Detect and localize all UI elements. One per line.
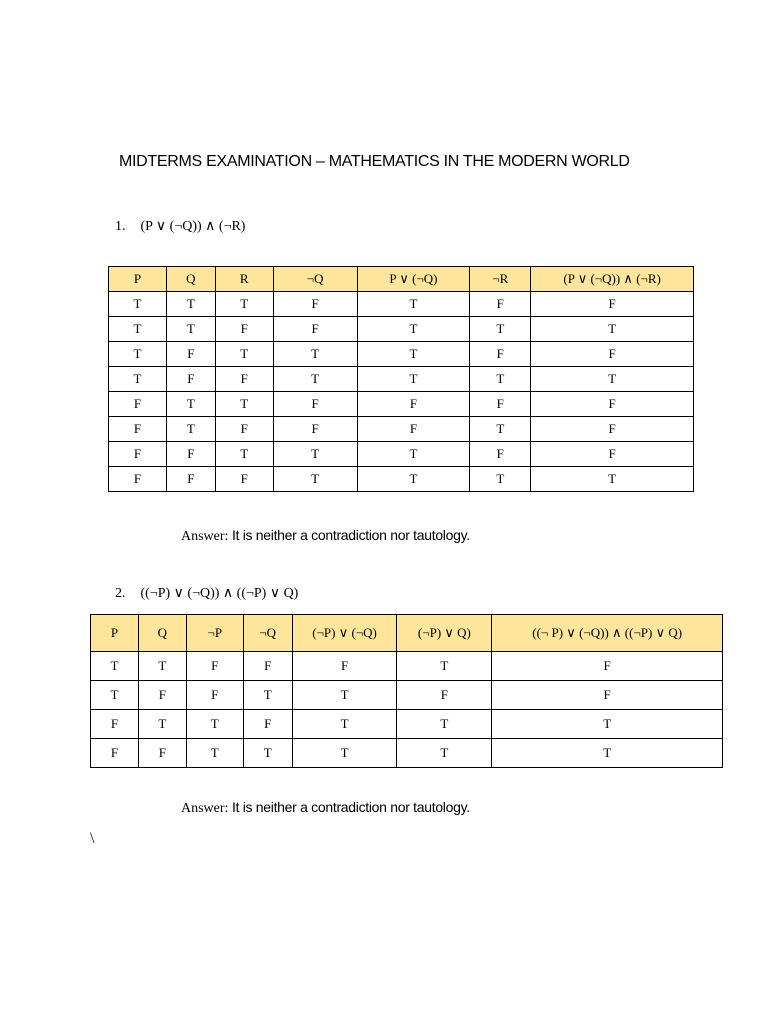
table-cell: T (357, 442, 470, 467)
table-cell: F (215, 417, 273, 442)
table-cell: F (357, 392, 470, 417)
table-cell: T (186, 739, 243, 768)
table-1-header-not-q: ¬Q (273, 267, 357, 292)
table-2-header-not-p-or-not-q: (¬P) ∨ (¬Q) (292, 615, 397, 652)
table-2-header-not-p: ¬P (186, 615, 243, 652)
table-cell: T (215, 292, 273, 317)
table-row (109, 342, 694, 367)
table-cell: F (91, 710, 139, 739)
question-2-label (115, 585, 298, 602)
question-2-answer (181, 799, 470, 817)
table-row (109, 317, 694, 342)
truth-table-1-header-row (109, 267, 694, 292)
table-cell: T (470, 317, 531, 342)
table-cell: T (109, 292, 167, 317)
table-cell: T (91, 652, 139, 681)
table-cell: T (138, 710, 186, 739)
table-cell: F (397, 681, 492, 710)
table-row (109, 292, 694, 317)
table-cell: F (109, 392, 167, 417)
table-cell: F (243, 652, 292, 681)
table-cell: T (109, 342, 167, 367)
stray-backslash-mark: \ (90, 830, 95, 847)
table-cell: T (166, 292, 215, 317)
table-cell: T (243, 681, 292, 710)
table-cell: T (166, 417, 215, 442)
table-cell: F (273, 292, 357, 317)
table-2-header-q: Q (138, 615, 186, 652)
truth-table-2 (90, 614, 723, 768)
table-cell: T (273, 367, 357, 392)
table-cell: T (166, 317, 215, 342)
table-cell: F (166, 342, 215, 367)
question-2-number: 2. (115, 586, 126, 601)
table-cell: F (531, 442, 694, 467)
table-cell: F (357, 417, 470, 442)
question-1-answer (181, 527, 470, 545)
table-cell: T (292, 739, 397, 768)
table-cell: T (531, 317, 694, 342)
table-row (109, 417, 694, 442)
table-cell: F (91, 739, 139, 768)
table-cell: T (138, 652, 186, 681)
table-cell: T (273, 467, 357, 492)
table-1-header-not-r: ¬R (470, 267, 531, 292)
table-1-header-q: Q (166, 267, 215, 292)
table-cell: F (215, 367, 273, 392)
table-cell: F (215, 467, 273, 492)
question-1-number: 1. (115, 219, 126, 234)
table-cell: F (273, 317, 357, 342)
truth-table-2-header-row (91, 615, 723, 652)
table-cell: T (470, 417, 531, 442)
table-row (91, 710, 723, 739)
table-cell: T (215, 442, 273, 467)
table-2-header-p: P (91, 615, 139, 652)
table-cell: T (357, 317, 470, 342)
table-cell: T (186, 710, 243, 739)
table-cell: F (166, 442, 215, 467)
table-cell: F (166, 467, 215, 492)
question-1-expression: (P ∨ (¬Q)) ∧ (¬R) (140, 219, 246, 234)
table-1-header-r: R (215, 267, 273, 292)
answer-text: It is neither a contradiction nor tautology. (231, 527, 470, 543)
table-cell: T (357, 367, 470, 392)
table-cell: F (492, 681, 723, 710)
table-cell: T (397, 710, 492, 739)
answer-label: Answer: (181, 529, 229, 544)
table-row (91, 652, 723, 681)
table-row (91, 681, 723, 710)
table-cell: F (470, 442, 531, 467)
table-cell: T (357, 467, 470, 492)
table-row (109, 392, 694, 417)
table-cell: T (273, 442, 357, 467)
table-cell: F (215, 317, 273, 342)
table-1-header-p: P (109, 267, 167, 292)
table-cell: T (109, 367, 167, 392)
table-cell: T (357, 292, 470, 317)
table-cell: F (531, 292, 694, 317)
table-cell: T (166, 392, 215, 417)
table-cell: T (492, 739, 723, 768)
table-1-header-result: (P ∨ (¬Q)) ∧ (¬R) (531, 267, 694, 292)
table-cell: F (531, 392, 694, 417)
table-cell: F (292, 652, 397, 681)
table-cell: F (138, 681, 186, 710)
table-cell: T (243, 739, 292, 768)
table-cell: F (109, 417, 167, 442)
table-cell: T (531, 367, 694, 392)
table-cell: F (109, 467, 167, 492)
table-row (91, 739, 723, 768)
table-cell: F (186, 652, 243, 681)
question-2-expression: ((¬P) ∨ (¬Q)) ∧ ((¬P) ∨ Q) (140, 586, 299, 601)
table-cell: F (531, 417, 694, 442)
table-cell: F (166, 367, 215, 392)
table-cell: T (397, 739, 492, 768)
table-2-header-not-p-or-q: (¬P) ∨ Q) (397, 615, 492, 652)
table-2-header-result: ((¬ P) ∨ (¬Q)) ∧ ((¬P) ∨ Q) (492, 615, 723, 652)
answer-label: Answer: (181, 801, 229, 816)
table-cell: F (470, 342, 531, 367)
table-cell: F (492, 652, 723, 681)
table-cell: T (397, 652, 492, 681)
table-cell: F (531, 342, 694, 367)
table-2-header-not-q: ¬Q (243, 615, 292, 652)
table-cell: F (109, 442, 167, 467)
table-cell: F (470, 392, 531, 417)
table-row (109, 367, 694, 392)
answer-text: It is neither a contradiction nor tautology. (231, 799, 470, 815)
table-cell: F (243, 710, 292, 739)
table-cell: T (492, 710, 723, 739)
table-cell: T (109, 317, 167, 342)
table-cell: T (292, 710, 397, 739)
table-cell: T (531, 467, 694, 492)
table-cell: T (273, 342, 357, 367)
table-cell: F (273, 417, 357, 442)
table-cell: F (138, 739, 186, 768)
question-1-label (115, 218, 245, 235)
page-title: MIDTERMS EXAMINATION – MATHEMATICS IN THE MODERN WORLD (119, 153, 630, 170)
table-cell: T (470, 367, 531, 392)
table-cell: T (357, 342, 470, 367)
truth-table-1 (108, 266, 694, 492)
table-cell: T (91, 681, 139, 710)
table-cell: F (470, 292, 531, 317)
table-cell: F (273, 392, 357, 417)
table-row (109, 442, 694, 467)
table-cell: T (470, 467, 531, 492)
table-cell: T (292, 681, 397, 710)
table-row (109, 467, 694, 492)
table-cell: T (215, 342, 273, 367)
table-cell: F (186, 681, 243, 710)
table-cell: T (215, 392, 273, 417)
table-1-header-p-or-not-q: P ∨ (¬Q) (357, 267, 470, 292)
